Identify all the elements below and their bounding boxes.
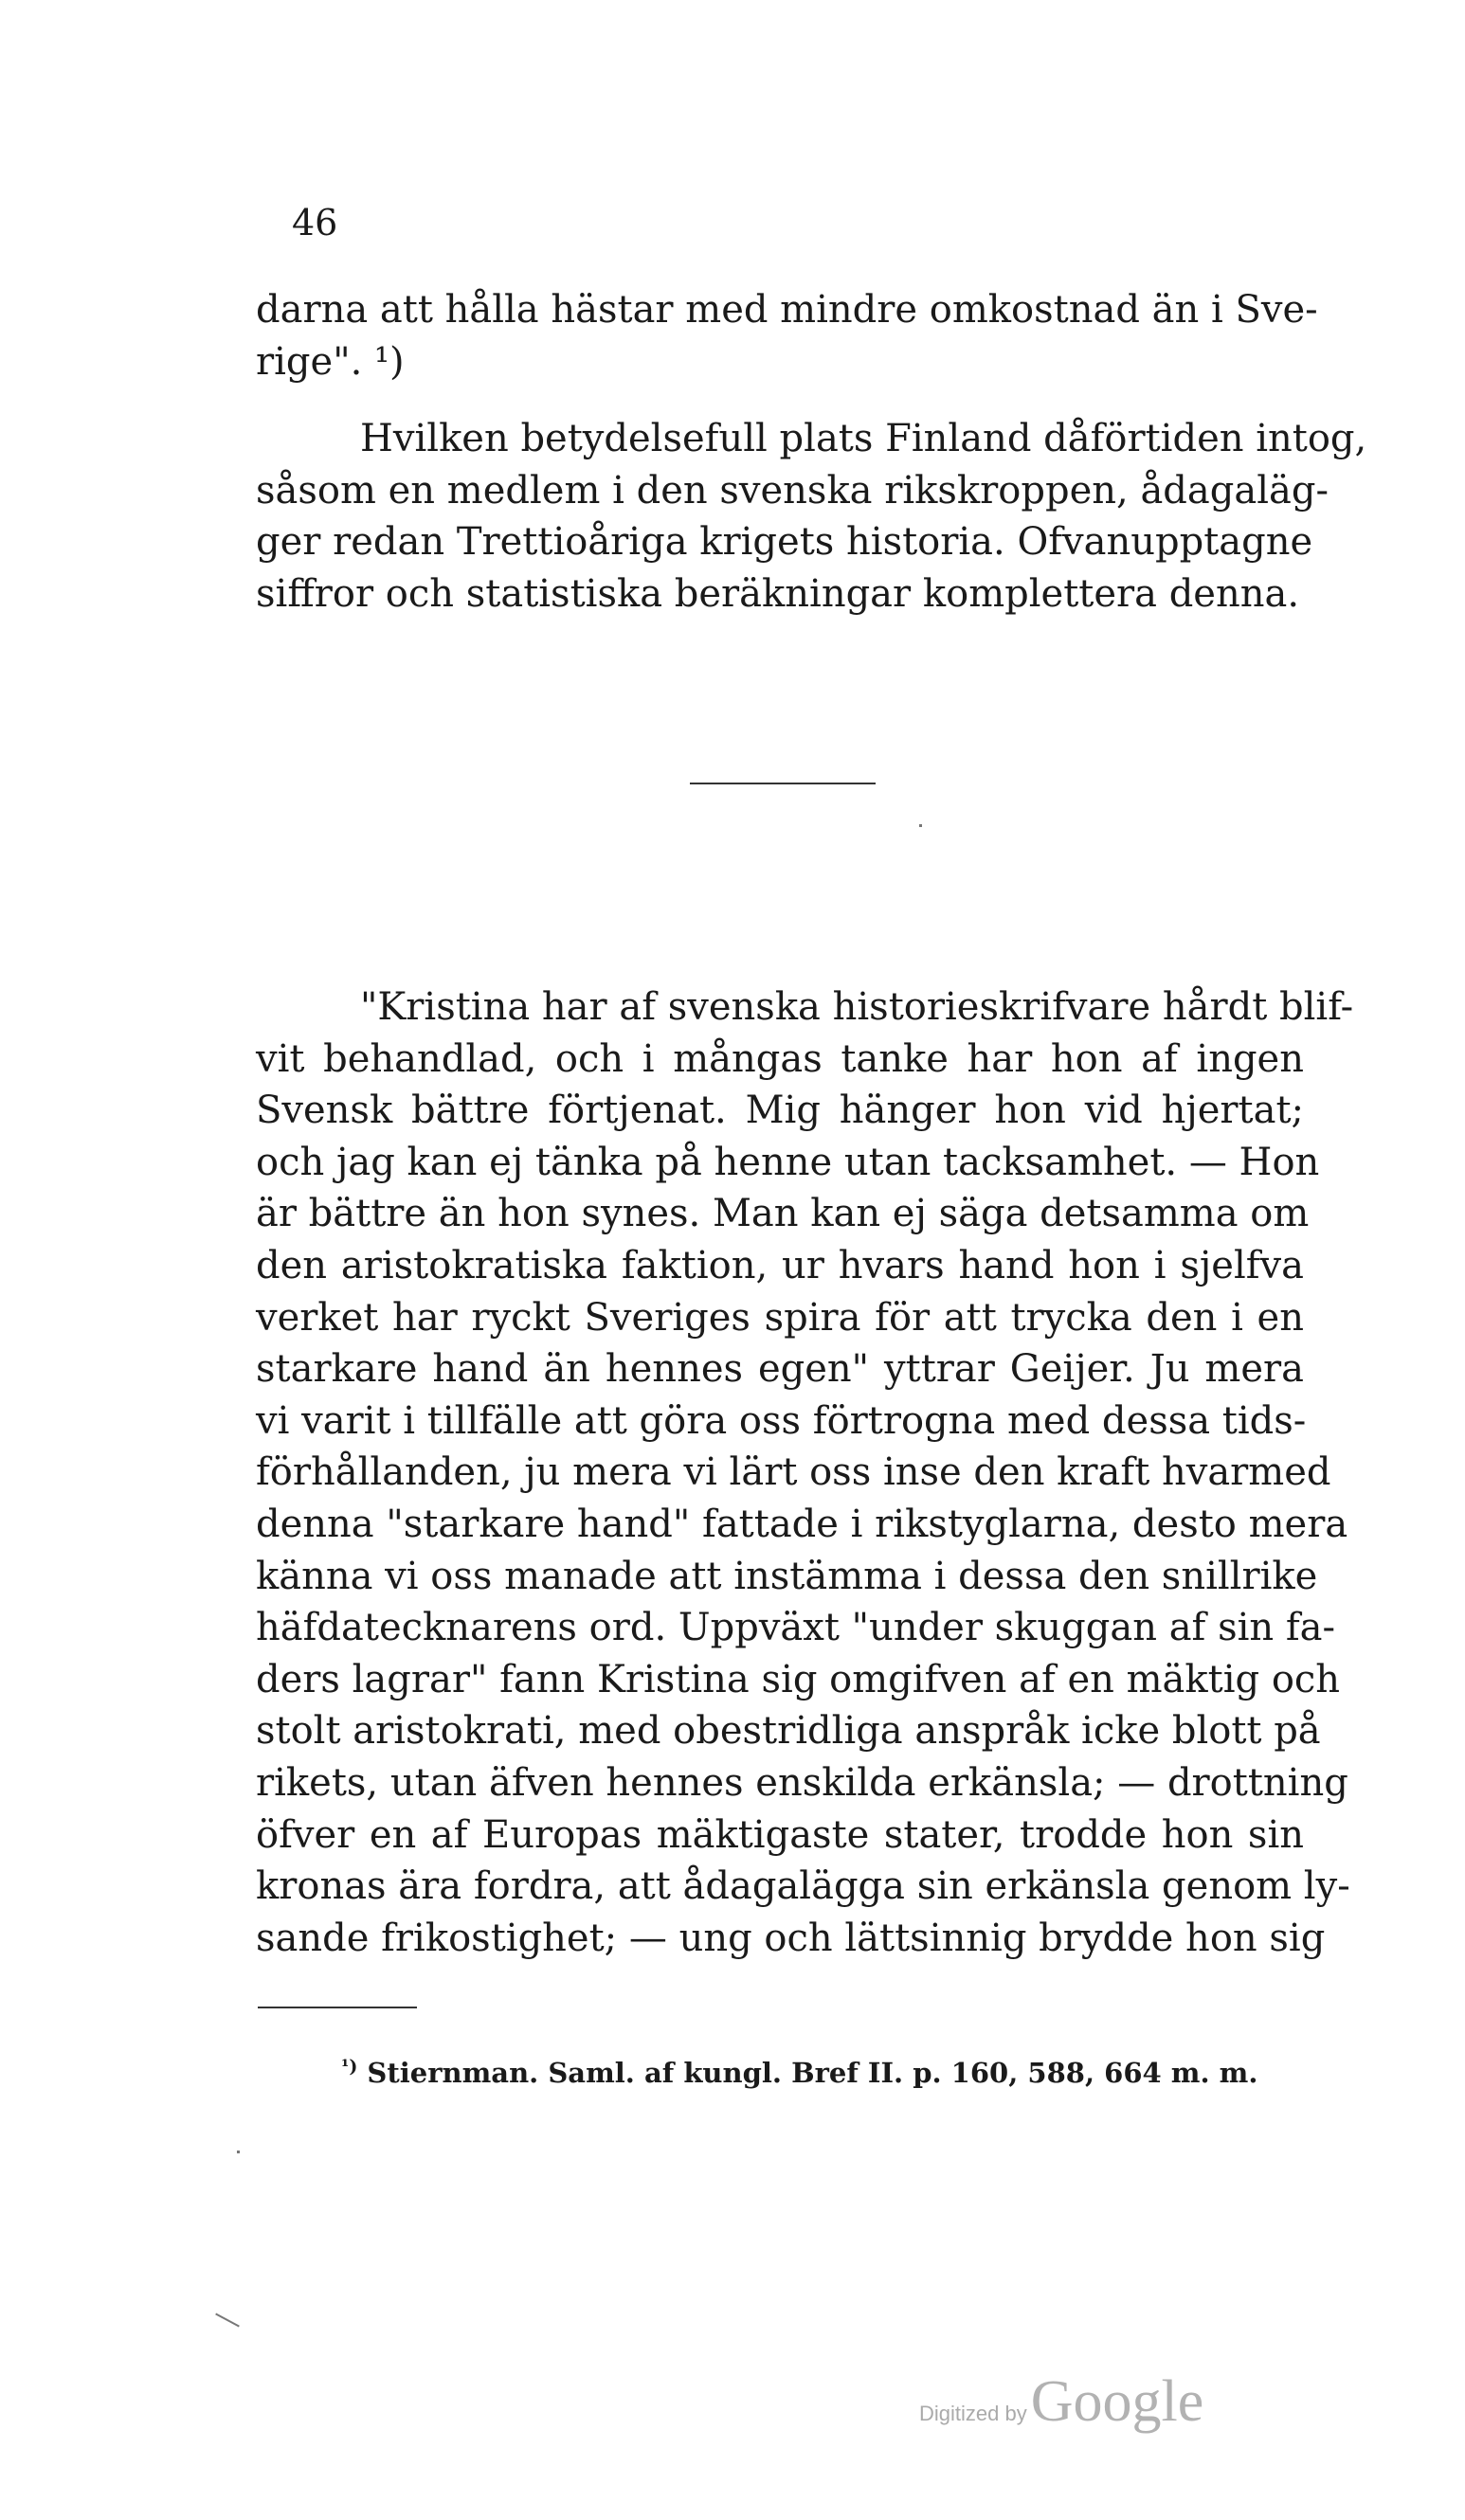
paragraph2-line: Svensk bättre förtjenat. Mig hänger hon vid hjertat; bbox=[256, 1089, 1304, 1133]
scan-speck bbox=[919, 824, 922, 827]
footnote-mark: ¹) bbox=[341, 2056, 358, 2078]
paragraph2-line: sande frikostighet; — ung och lättsinnig brydde hon sig bbox=[256, 1916, 1326, 1960]
paragraph2-line: verket har ryckt Sveriges spira för att trycka den i en bbox=[256, 1295, 1304, 1340]
paragraph2-line: ders lagrar" fann Kristina sig omgifven af en mäktig och bbox=[256, 1657, 1341, 1701]
paragraph2-line: och jag kan ej tänka på henne utan tacksamhet. — Hon bbox=[256, 1140, 1320, 1184]
intro-line: darna att hålla hästar med mindre omkostnad än i Sve- bbox=[256, 288, 1318, 332]
paragraph2-line: förhållanden, ju mera vi lärt oss inse den kraft hvarmed bbox=[256, 1450, 1331, 1495]
intro-text bbox=[256, 284, 1318, 387]
paragraph2-line: kronas ära fordra, att ådagalägga sin erkänsla genom ly- bbox=[256, 1864, 1350, 1909]
paragraph2-line: den aristokratiska faktion, ur hvars hand hon i sjelfva bbox=[256, 1243, 1304, 1287]
paragraph2-line: vit behandlad, och i mångas tanke har hon af ingen bbox=[256, 1036, 1304, 1081]
footnote-text: Stiernman. Saml. af kungl. Bref II. p. 160, 588, 664 m. m. bbox=[367, 2057, 1258, 2089]
scan-speck bbox=[237, 2151, 240, 2153]
paragraph2-line: denna "starkare hand" fattade i rikstyglarna, desto mera bbox=[256, 1502, 1348, 1546]
paragraph-kristina bbox=[256, 981, 1354, 1964]
paragraph2-line: är bättre än hon synes. Man kan ej säga detsamma om bbox=[256, 1192, 1310, 1236]
paragraph2-line: stolt aristokrati, med obestridliga anspråk icke blott på bbox=[256, 1709, 1321, 1754]
paragraph1-line: ger redan Trettioåriga krigets historia. Ofvanupptagne bbox=[256, 520, 1313, 565]
paragraph2-line: öfver en af Europas mäktigaste stater, trodde hon sin bbox=[256, 1812, 1304, 1857]
paragraph1-line: Hvilken betydelsefull plats Finland dåförtiden intog, bbox=[360, 417, 1367, 460]
footnote bbox=[341, 2054, 1257, 2092]
google-watermark bbox=[919, 2368, 1203, 2436]
footnote-rule bbox=[258, 2007, 417, 2008]
watermark-prefix: Digitized by bbox=[919, 2402, 1027, 2425]
paragraph2-line: känna vi oss manade att instämma i dessa den snillrike bbox=[256, 1554, 1318, 1598]
paragraph2-line: häfdatecknarens ord. Uppväxt "under skuggan af sin fa- bbox=[256, 1606, 1336, 1650]
section-divider bbox=[690, 783, 876, 784]
paragraph1-line: såsom en medlem i den svenska rikskroppen, ådagaläg- bbox=[256, 468, 1329, 513]
paragraph2-line: rikets, utan äfven hennes enskilda erkänsla; — drottning bbox=[256, 1760, 1348, 1805]
scan-mark bbox=[215, 2313, 240, 2328]
google-logo-icon: Google bbox=[1030, 2369, 1204, 2434]
intro-line: rige". ¹) bbox=[256, 339, 405, 384]
paragraph2-line: "Kristina har af svenska historieskrifvare hårdt blif- bbox=[360, 985, 1354, 1029]
paragraph2-line: starkare hand än hennes egen" yttrar Geijer. Ju mera bbox=[256, 1347, 1304, 1392]
page-number: 46 bbox=[292, 202, 338, 243]
paragraph1-line: siffror och statistiska beräkningar komplettera denna. bbox=[256, 571, 1300, 616]
paragraph2-line: vi varit i tillfälle att göra oss förtrogna med dessa tids- bbox=[256, 1398, 1307, 1443]
paragraph-finland bbox=[256, 413, 1367, 620]
